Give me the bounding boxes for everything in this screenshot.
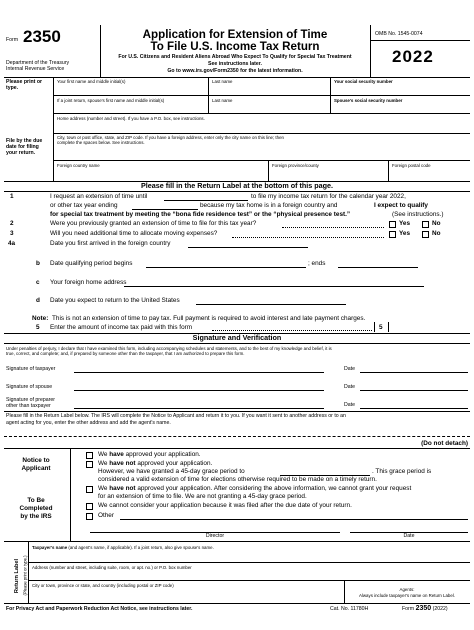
line-2-no-label: No [432, 220, 441, 227]
line-4b-text: Date qualifying period begins [50, 260, 133, 267]
period-end-input[interactable] [338, 259, 418, 267]
option-denied-text-b: for an extension of time to file. We are not granting a 45-day grace period. [98, 493, 307, 500]
line-4b-number: b [36, 260, 40, 267]
line-4a-number: 4a [8, 240, 16, 247]
option-denied-havenot: have not [109, 485, 136, 492]
line-3-text: Will you need additional time to allocate moving expenses? [50, 230, 218, 237]
last-name-input[interactable] [210, 85, 330, 95]
line-1-text-f: for special tax treatment by meeting the “bona fide residence test” or the “physical presence test.” [50, 211, 351, 218]
last-name-label: Last name [212, 79, 233, 84]
foreign-province-label: Foreign province/county [272, 163, 319, 168]
director-date-input[interactable] [350, 522, 468, 532]
option-not-approved-havenot: have not [109, 460, 136, 467]
dept-line-2: Internal Revenue Service [6, 66, 65, 72]
footer-form-number: 2350 [415, 605, 432, 612]
city-label-1: City, town or post office, state, and ZIP code. If you have a foreign address, enter only the city name on this line; then [57, 135, 284, 140]
spouse-last-input[interactable] [210, 104, 330, 113]
line-2-no-checkbox[interactable] [422, 221, 429, 228]
subtitle: For U.S. Citizens and Resident Aliens Abroad Who Expect To Qualify for Special Tax Treatment [118, 54, 352, 60]
tax-paid-amount-input[interactable] [389, 322, 469, 332]
spouse-ssn-label: Spouse's social security number [334, 98, 403, 103]
form-number: 2350 [23, 27, 61, 46]
option-other-label: Other [98, 512, 114, 519]
notice-side-1: Notice to [22, 457, 50, 464]
footer-form-label: Form [402, 606, 415, 612]
period-begin-input[interactable] [146, 259, 306, 267]
grace-period-text-a: However, we have granted a 45-day grace period to [98, 468, 245, 475]
extension-date-input[interactable] [164, 192, 248, 200]
foreign-province-input[interactable] [270, 169, 387, 179]
home-address-input[interactable] [55, 121, 469, 131]
option-not-approved-grace-checkbox[interactable] [86, 461, 93, 468]
label-city-caption: City or town, province or state, and country (including postal or ZIP code) [32, 583, 174, 588]
line-1-text-d: because my tax home is in a foreign country and [200, 202, 338, 209]
line-4a-text: Date you first arrived in the foreign country [50, 240, 171, 247]
first-name-input[interactable] [55, 85, 208, 95]
spouse-date-input[interactable] [360, 380, 468, 390]
line-3-no-checkbox[interactable] [422, 231, 429, 238]
option-denied-text [98, 485, 411, 493]
dept-line-1: Department of the Treasury [6, 60, 70, 66]
foreign-country-input[interactable] [55, 169, 267, 179]
privacy-notice: For Privacy Act and Paperwork Reduction Act Notice, see instructions later. [6, 606, 193, 612]
omb-number: OMB No. 1545-0074 [375, 31, 423, 37]
see-instructions: See instructions later. [208, 61, 262, 67]
spouse-date-label: Date [344, 384, 355, 390]
first-name-label: Your first name and middle initial(s) [57, 79, 126, 84]
foreign-country-label: Foreign country name [57, 163, 100, 168]
option-denied-we: We [98, 485, 108, 492]
label-street-input[interactable] [30, 570, 468, 579]
catalog-number: Cat. No. 11780H [330, 606, 369, 612]
line-4c-text: Your foreign home address [50, 279, 127, 286]
line-5-box-number: 5 [379, 324, 383, 331]
label-name-bold: Taxpayer's name [32, 545, 68, 550]
line-3-yes-label: Yes [399, 230, 411, 237]
footer-form-year: (2022) [432, 606, 448, 612]
line-2-text: Were you previously granted an extension of time to file for this tax year? [50, 220, 257, 227]
taxpayer-date-input[interactable] [360, 362, 468, 372]
return-label-side [9, 553, 28, 605]
grace-period-date-input[interactable] [280, 467, 370, 475]
option-approved-text [98, 451, 201, 459]
option-approved-have: have [109, 451, 124, 458]
line-1-text-c: or other tax year ending [50, 202, 118, 209]
taxpayer-signature-label: Signature of taxpayer [6, 366, 56, 372]
option-late-text: We cannot consider your application because it was filed after the due date of your return. [98, 502, 352, 509]
return-label-banner: Please fill in the Return Label at the bottom of this page. [140, 181, 334, 190]
director-date-label: Date [403, 533, 415, 539]
spouse-signature-label: Signature of spouse [6, 384, 53, 390]
goto-url: Go to www.irs.gov/Form2350 for the latest information. [167, 68, 303, 74]
preparer-signature-label-1: Signature of preparer [6, 397, 56, 403]
agents-note-1: Agents: [399, 587, 415, 592]
notice-side-4: Completed [19, 505, 53, 512]
taxpayer-date-label: Date [344, 366, 355, 372]
preparer-date-input[interactable] [360, 398, 468, 408]
option-not-approved-rest: approved your application. [137, 460, 213, 467]
note-text: This is not an extension of time to pay tax. Full payment is required to avoid interest and late payment charges. [52, 315, 366, 322]
option-other-checkbox[interactable] [86, 513, 93, 520]
arrival-date-input[interactable] [188, 239, 308, 247]
do-not-detach: (Do not detach) [421, 440, 468, 447]
option-not-approved-text [98, 460, 212, 468]
director-label: Director [205, 533, 225, 539]
option-denied-checkbox[interactable] [86, 486, 93, 493]
footer-form-id [402, 606, 448, 612]
label-name-rest: (and agent's name, if applicable). If a joint return, also give spouse's name. [68, 545, 214, 550]
option-approved-rest: approved your application. [125, 451, 201, 458]
notice-side-5: by the IRS [20, 513, 52, 520]
spouse-signature-input[interactable] [74, 380, 324, 390]
line-1-text-g: (See instructions.) [392, 211, 444, 218]
tax-year: 2022 [392, 47, 434, 66]
home-address-label: Home address (number and street). If you have a P.O. box, see instructions. [57, 116, 205, 121]
line-3-no-label: No [432, 230, 441, 237]
please-print-label: Please print or type. [6, 79, 43, 92]
return-label-side-1: Return Label [14, 558, 20, 594]
tax-year-ending-input[interactable] [132, 201, 198, 209]
preparer-signature-label-2: other than taxpayer [6, 403, 51, 409]
line-4d-number: d [36, 297, 40, 304]
notice-instructions-2: agent acting for you, enter the other address and add the agent's name. [6, 420, 171, 426]
note-label: Note: [32, 315, 49, 322]
line-1-number: 1 [10, 193, 14, 200]
foreign-postal-label: Foreign postal code [392, 163, 431, 168]
perjury-line-2: true, correct, and complete; and, if prepared by someone other than the taxpayer, that I am authorized to prepare this form. [6, 351, 245, 356]
title-line-1: Application for Extension of Time [142, 28, 328, 41]
preparer-date-label: Date [344, 402, 355, 408]
form-label: Form [6, 37, 19, 43]
line-5-number: 5 [36, 324, 40, 331]
label-city-input[interactable] [30, 588, 342, 601]
taxpayer-signature-input[interactable] [74, 362, 324, 372]
label-street-caption: Address (number and street, including suite, room, or apt. no.) or P.O. box number [32, 565, 192, 570]
option-approved-we: We [98, 451, 108, 458]
line-4c-number: c [36, 279, 40, 286]
cut-line [4, 436, 470, 437]
foreign-postal-input[interactable] [390, 169, 469, 179]
ssn-label: Your social security number [334, 79, 393, 84]
title-line-2: To File U.S. Income Tax Return [150, 40, 320, 53]
option-approved-checkbox[interactable] [86, 452, 93, 459]
option-other-input[interactable] [120, 511, 468, 519]
spouse-last-label: Last name [212, 98, 233, 103]
line-3-number: 3 [10, 230, 14, 237]
city-input[interactable] [55, 146, 469, 157]
city-label-2: complete the spaces below. See instructions. [57, 140, 145, 145]
file-by-label: File by the due date for filing your return. [6, 138, 43, 157]
label-name-input[interactable] [30, 550, 468, 560]
line-4d-text: Date you expect to return to the United States [50, 297, 180, 304]
option-not-approved-we: We [98, 460, 108, 467]
return-date-input[interactable] [196, 296, 346, 304]
grace-period-text-c: considered a valid extension of time for elections otherwise required to be made on a timely return. [98, 476, 377, 483]
foreign-home-address-input[interactable] [124, 278, 424, 286]
agents-note-2: Always include taxpayer's name on Return Label. [358, 593, 456, 598]
line-5-text: Enter the amount of income tax paid with this form [50, 324, 193, 331]
line-2-number: 2 [10, 220, 14, 227]
director-signature-input[interactable] [90, 522, 340, 532]
line-1-text-b: to file my income tax return for the calendar year 2022, [251, 193, 406, 200]
option-denied-rest: approved your application. After considering the above information, we cannot grant your request [137, 485, 412, 492]
line-3-yes-checkbox[interactable] [389, 231, 396, 238]
option-late-checkbox[interactable] [86, 503, 93, 510]
line-1-text-a: I request an extension of time until [50, 193, 148, 200]
grace-period-text-b: . This grace period is [372, 468, 432, 475]
line-1-text-e: I expect to qualify [374, 202, 428, 209]
spouse-first-input[interactable] [55, 104, 208, 113]
notice-instructions-1: Please fill in the Return Label below. The IRS will complete the Notice to Applicant and return it to you. If you want it sent to another address or to an [6, 413, 346, 419]
preparer-signature-input[interactable] [74, 398, 324, 408]
notice-side-3: To Be [27, 497, 45, 504]
perjury-line-1: Under penalties of perjury, I declare that I have examined this form, including accompanying schedules and statements, and to the best of my knowledge and belief, it is [6, 346, 332, 351]
spouse-ssn-input[interactable] [332, 104, 469, 113]
ssn-input[interactable] [332, 85, 469, 95]
line-4b-ends: ; ends [308, 260, 326, 267]
line-2-yes-label: Yes [399, 220, 411, 227]
spouse-first-label: If a joint return, spouse's first name and middle initial(s) [57, 98, 165, 103]
notice-side-2: Applicant [21, 465, 51, 472]
signature-heading: Signature and Verification [192, 333, 282, 342]
return-label-side-2: (Please print or type.) [22, 555, 28, 596]
line-2-yes-checkbox[interactable] [389, 221, 396, 228]
